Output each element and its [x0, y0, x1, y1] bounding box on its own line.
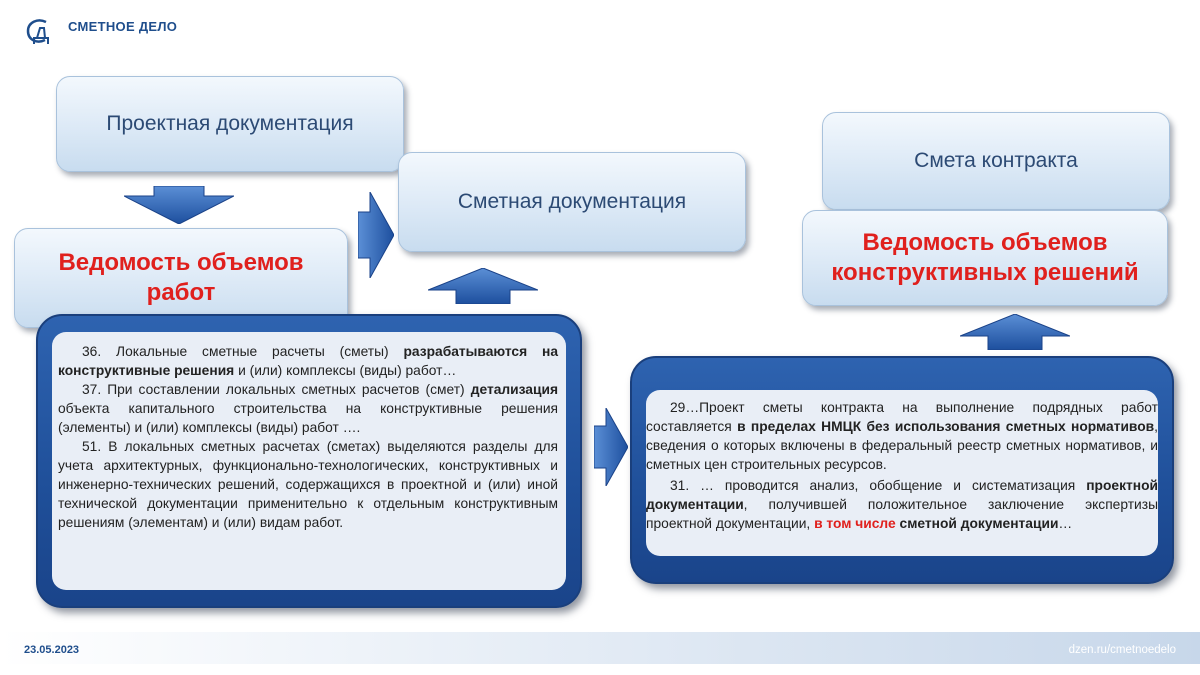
arrow-up-icon	[428, 268, 538, 304]
clause-31: 31. … проводится анализ, обобщение и систематизация проектной документации, получившей положительное заключение экспертизы проектной документации, в том числе сметной документации…	[646, 478, 1158, 531]
arrow-down-icon	[124, 186, 234, 224]
volumes-of-works-box	[14, 228, 348, 328]
arrow-right-icon	[358, 192, 394, 278]
arrow-right-small-icon	[594, 408, 628, 486]
footer-link[interactable]: dzen.ru/cmetnoedelo	[1068, 644, 1176, 656]
volumes-constructive-line2: конструктивных решений	[831, 259, 1139, 286]
volumes-constructive-line1: Ведомость объемов	[862, 229, 1108, 256]
contract-estimate-label: Смета контракта	[914, 149, 1078, 172]
footer-date: 23.05.2023	[24, 644, 80, 656]
clause-36: 36. Локальные сметные расчеты (сметы) разрабатываются на конструктивные решения и (или) комплексы (виды) работ…	[58, 344, 558, 378]
logo-icon	[24, 16, 54, 48]
footer-bar	[0, 632, 1200, 664]
estimate-docs-box	[398, 152, 746, 252]
volumes-of-works-line1: Ведомость объемов	[58, 249, 304, 276]
volumes-constructive-box	[802, 210, 1168, 306]
brand-title: СМЕТНОЕ ДЕЛО	[68, 19, 178, 34]
left-panel-text	[58, 342, 558, 532]
project-docs-box	[56, 76, 404, 172]
clause-51: 51. В локальных сметных расчетах (сметах) выделяются разделы для учета архитектурных, функционально-технологических, конструктивных и инженерно-технических решений, содержащихся в проектной и (или) иной технической документации применительно к отдельным конструктивным решениям (элементам) и (или) видам работ.	[58, 439, 558, 530]
project-docs-label: Проектная документация	[106, 112, 354, 135]
right-panel-text	[646, 398, 1158, 533]
contract-estimate-box	[822, 112, 1170, 210]
clause-29: 29…Проект сметы контракта на выполнение подрядных работ составляется в пределах НМЦК без использования сметных нормативов, сведения о которых включены в федеральный реестр сметных нормативов, и сметных цен строительных ресурсов.	[646, 400, 1158, 472]
volumes-of-works-line2: работ	[146, 279, 216, 306]
estimate-docs-label: Сметная документация	[457, 190, 687, 213]
clause-37: 37. При составлении локальных сметных расчетов (смет) детализация объекта капитального строительства на конструктивные решения (элементы) и (или) комплексы (виды) работ ….	[58, 382, 558, 435]
arrow-up-right-icon	[960, 314, 1070, 350]
